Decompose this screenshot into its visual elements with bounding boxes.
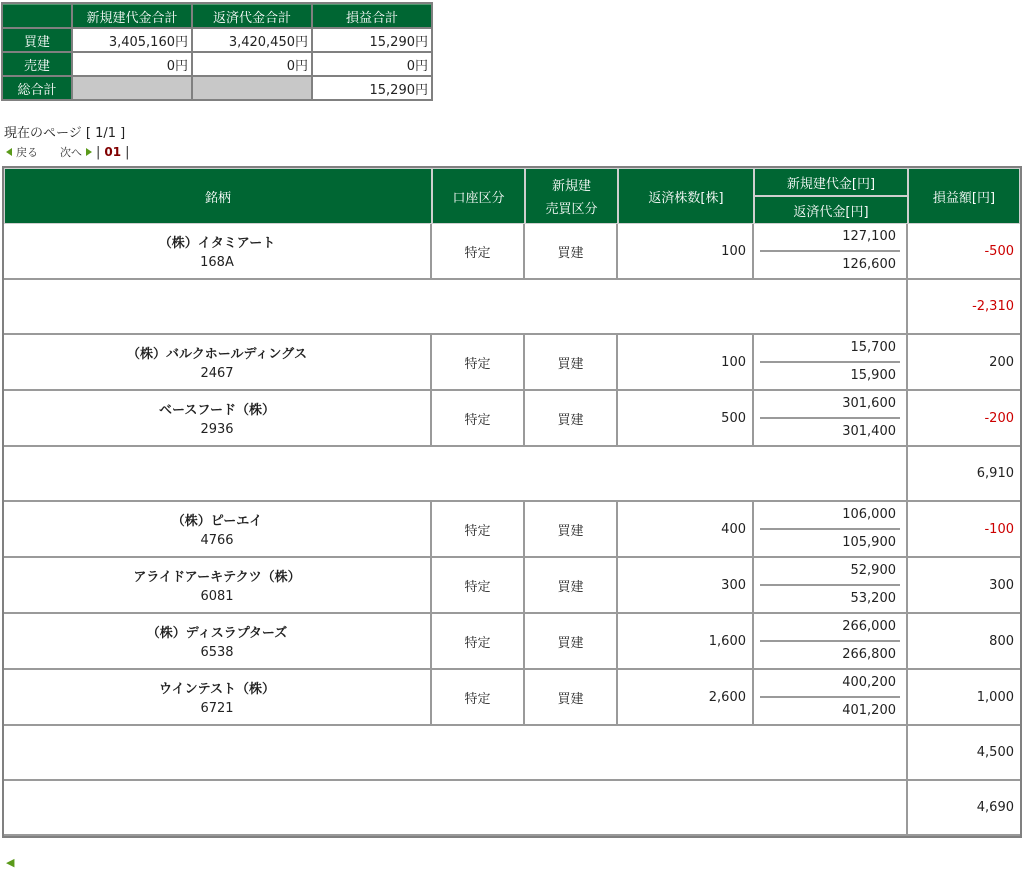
summary-repay-total-value: 3,420,450円 [193,29,311,51]
repay-qty: 100 [618,224,754,280]
summary-pl-total-value: 15,290円 [313,77,431,99]
subtotal-profit-loss: 4,690 [908,781,1020,836]
positions-table-wrap [2,166,1022,838]
trade-type: 買建 [525,335,618,391]
amount-cell [754,335,908,391]
amount-cell [754,614,908,670]
subtotal-row [4,726,1020,781]
page-indicator: 現在のページ [ 1/1 ] [4,126,126,141]
col-header-stock: 銘柄 [4,168,432,224]
table-row [4,558,1020,614]
pager-separator: | [125,144,130,160]
amount-cell [754,224,908,280]
stock-cell [4,335,432,391]
back-link[interactable]: 戻る [16,146,38,159]
stock-name[interactable]: （株）バルクホールディングス [126,347,308,362]
col-header-trade-type-line2: 売買区分 [545,202,598,217]
subtotal-profit-loss: 4,500 [908,726,1020,781]
amount-cell [754,391,908,447]
profit-loss: 800 [908,614,1020,670]
subtotal-row [4,447,1020,502]
col-header-account: 口座区分 [432,168,525,224]
summary-row-buy [3,29,431,51]
table-row [4,614,1020,670]
bottom-back-arrow-icon: ◀ [6,856,15,869]
back-arrow-icon [6,148,12,156]
repay-qty: 2,600 [618,670,754,726]
account-type: 特定 [432,502,525,558]
trade-type: 買建 [525,391,618,447]
col-header-pl: 損益額[円] [908,168,1020,224]
account-type: 特定 [432,335,525,391]
col-header-trade-type-line1: 新規建 [551,179,591,194]
summary-header-repay-total: 返済代金合計 [193,4,311,27]
next-link[interactable]: 次へ [60,146,82,159]
account-type: 特定 [432,670,525,726]
summary-repay-total-value: 0円 [193,53,311,75]
pager [6,144,129,160]
new-amount: 15,700 [760,335,900,363]
summary-new-total-value: 3,405,160円 [73,29,191,51]
summary-pl-total-value: 15,290円 [313,29,431,51]
summary-table [1,2,433,101]
repay-amount: 401,200 [842,703,896,718]
summary-row-grand-total [3,77,431,99]
new-amount: 127,100 [760,224,900,252]
stock-code: 6538 [200,645,234,660]
stock-cell [4,224,432,280]
subtotal-profit-loss: 6,910 [908,447,1020,502]
summary-row-sell [3,53,431,75]
summary-corner [3,4,71,27]
repay-amount: 301,400 [842,424,896,439]
new-amount: 400,200 [760,670,900,698]
account-type: 特定 [432,614,525,670]
table-header-row [4,168,1020,196]
profit-loss: 1,000 [908,670,1020,726]
profit-loss: 300 [908,558,1020,614]
col-header-trade-type [525,168,618,224]
stock-name[interactable]: ベースフード（株） [159,403,275,418]
pager-separator: | [96,144,101,160]
stock-code: 6081 [200,589,234,604]
table-row [4,502,1020,558]
stock-cell [4,558,432,614]
positions-table-body [4,224,1020,836]
stock-name[interactable]: （株）ディスラプターズ [146,626,288,641]
repay-qty: 100 [618,335,754,391]
stock-cell [4,670,432,726]
summary-header-row [3,4,431,27]
subtotal-blank [4,726,908,781]
stock-name[interactable]: ウインテスト（株） [158,682,276,697]
profit-loss: -100 [908,502,1020,558]
new-amount: 266,000 [760,614,900,642]
summary-new-total-value: 0円 [73,53,191,75]
repay-qty: 500 [618,391,754,447]
repay-amount: 105,900 [842,535,896,550]
subtotal-row [4,280,1020,335]
new-amount: 106,000 [760,502,900,530]
summary-empty-cell [193,77,311,99]
subtotal-row [4,781,1020,836]
table-row [4,335,1020,391]
repay-amount: 15,900 [850,368,896,383]
amount-cell [754,502,908,558]
stock-code: 6721 [200,701,234,716]
profit-loss: -500 [908,224,1020,280]
trade-type: 買建 [525,558,618,614]
summary-header-pl-total: 損益合計 [313,4,431,27]
subtotal-blank [4,781,908,836]
summary-header-new-total: 新規建代金合計 [73,4,191,27]
summary-row-label: 買建 [3,29,71,51]
stock-name[interactable]: （株）イタミアート [158,236,276,251]
subtotal-profit-loss: -2,310 [908,280,1020,335]
stock-code: 4766 [200,533,234,548]
repay-amount: 126,600 [842,257,896,272]
repay-amount: 266,800 [842,647,896,662]
summary-pl-total-value: 0円 [313,53,431,75]
summary-row-label: 売建 [3,53,71,75]
trade-type: 買建 [525,502,618,558]
profit-loss: -200 [908,391,1020,447]
stock-name[interactable]: アライドアーキテクツ（株） [133,570,301,585]
repay-qty: 400 [618,502,754,558]
positions-table [2,166,1022,838]
col-header-qty: 返済株数[株] [618,168,754,224]
account-type: 特定 [432,558,525,614]
subtotal-blank [4,447,908,502]
repay-qty: 1,600 [618,614,754,670]
summary-empty-cell [73,77,191,99]
table-row [4,670,1020,726]
table-row [4,224,1020,280]
repay-amount: 53,200 [850,591,896,606]
stock-name[interactable]: （株）ピーエイ [171,514,263,529]
next-arrow-icon [86,148,92,156]
repay-qty: 300 [618,558,754,614]
table-row [4,391,1020,447]
subtotal-blank [4,280,908,335]
col-header-repay-amount: 返済代金[円] [754,196,908,224]
account-type: 特定 [432,391,525,447]
new-amount: 301,600 [760,391,900,419]
trade-type: 買建 [525,224,618,280]
stock-cell [4,391,432,447]
stock-cell [4,502,432,558]
amount-cell [754,558,908,614]
stock-code: 168A [200,255,234,270]
trade-type: 買建 [525,614,618,670]
current-page-number: 01 [104,145,122,159]
amount-cell [754,670,908,726]
summary-row-label: 総合計 [3,77,71,99]
stock-code: 2467 [200,366,234,381]
stock-code: 2936 [200,422,234,437]
new-amount: 52,900 [760,558,900,586]
profit-loss: 200 [908,335,1020,391]
account-type: 特定 [432,224,525,280]
stock-cell [4,614,432,670]
trade-type: 買建 [525,670,618,726]
col-header-new-amount: 新規建代金[円] [754,168,908,196]
